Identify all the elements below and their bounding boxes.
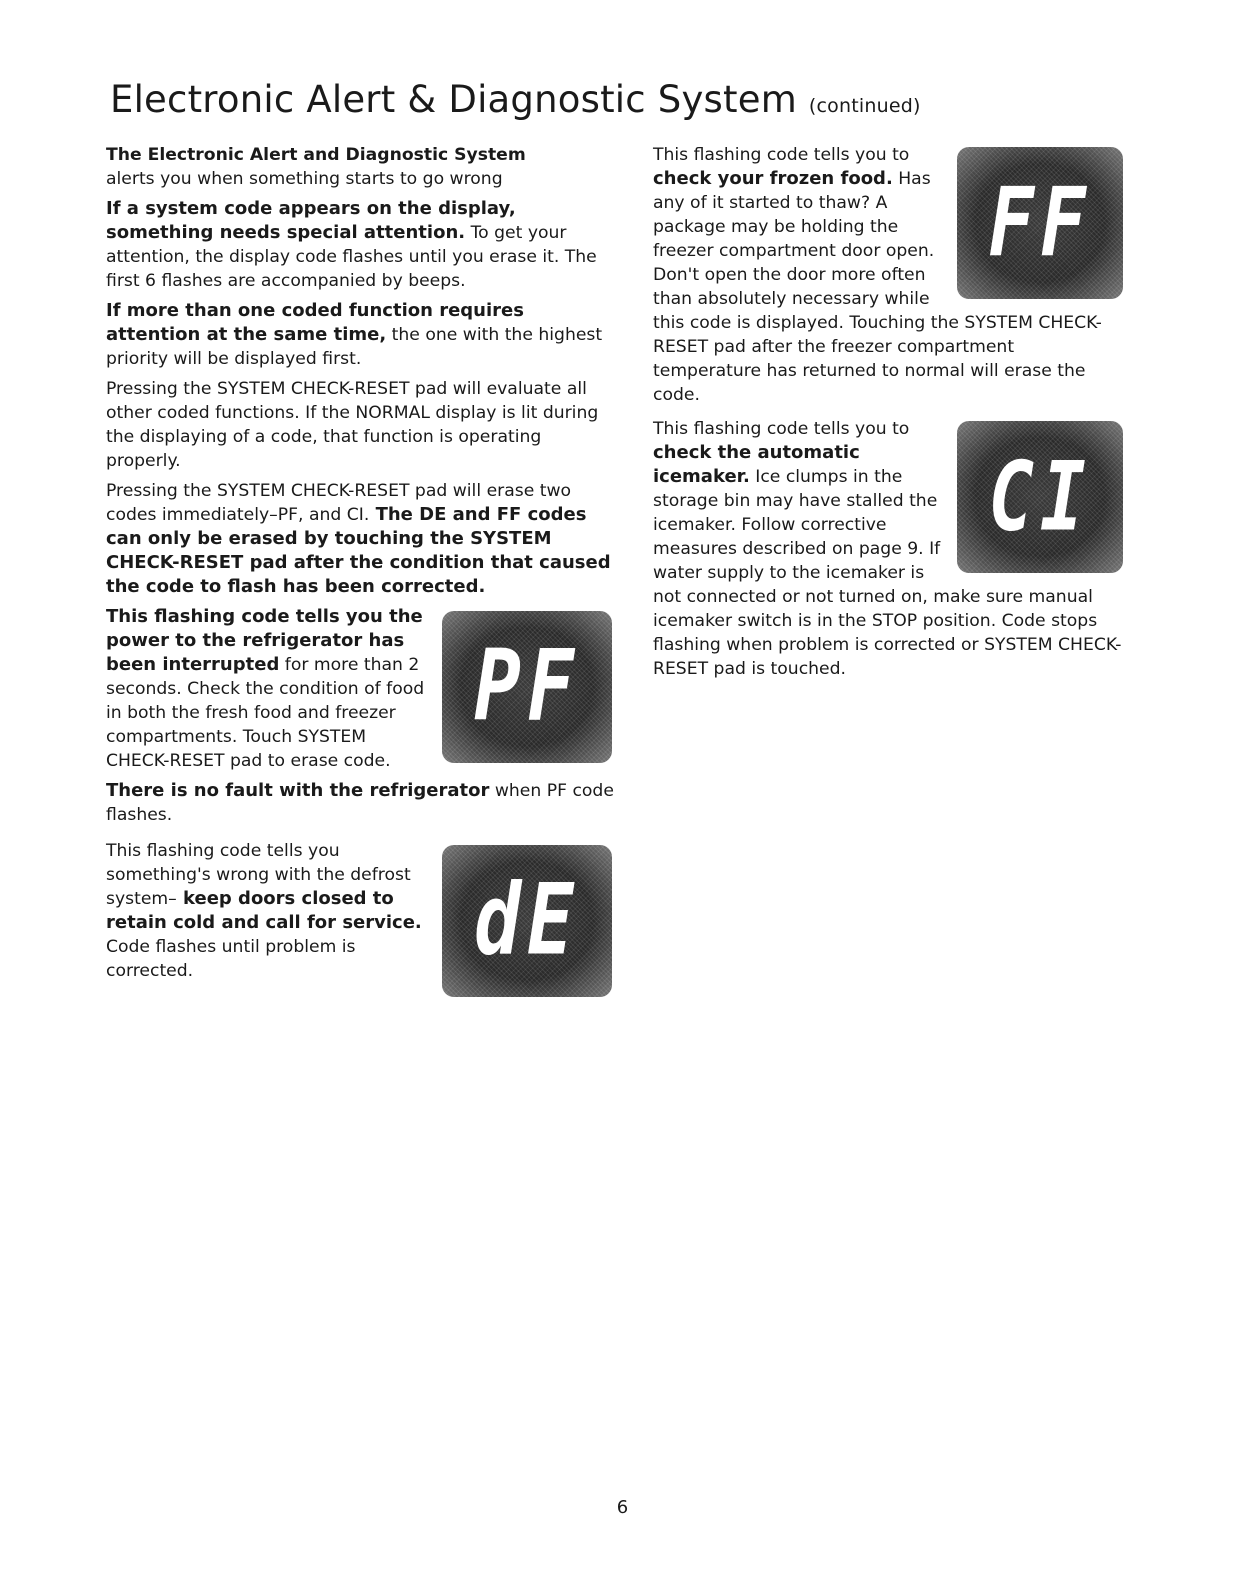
de-text-1: This flashing code tells you something's wrong with the defrost system– (106, 841, 411, 909)
title-text: Electronic Alert & Diagnostic System (110, 78, 797, 121)
ff-bold: check your frozen food. (653, 168, 893, 189)
erase-bold: The DE and FF codes can only be erased by touching the SYSTEM CHECK-RESET pad after the condition that caused the code to flash has been corrected. (106, 504, 611, 597)
priority-text: the one with the highest priority will be displayed first. (106, 325, 603, 369)
no-fault-paragraph (106, 779, 616, 827)
title-continued: (continued) (808, 95, 921, 117)
ff-display-image (957, 147, 1123, 299)
system-code-bold: If a system code appears on the display, something needs special attention. (106, 198, 516, 243)
pf-section (106, 605, 616, 779)
de-section (106, 839, 616, 997)
intro-text: alerts you when something starts to go wrong (106, 169, 503, 189)
evaluate-paragraph: Pressing the SYSTEM CHECK-RESET pad will evaluate all other coded functions. If the NORMAL display is lit during the displaying of a code, that function is operating properly. (106, 379, 599, 471)
priority-paragraph (106, 299, 616, 371)
page-title (110, 78, 921, 121)
erase-paragraph (106, 479, 616, 599)
intro-bold: The Electronic Alert and Diagnostic System (106, 145, 526, 165)
ff-text-1: This flashing code tells you to (653, 145, 910, 165)
intro-paragraph (106, 143, 616, 191)
de-code-text: dE (474, 864, 580, 978)
ci-display-image (957, 421, 1123, 573)
ci-code-text: CI (988, 440, 1092, 552)
ci-section (653, 417, 1123, 681)
ci-bold: check the automatic icemaker. (653, 442, 860, 487)
left-column (106, 143, 616, 997)
de-display-image (442, 845, 612, 997)
right-column (653, 143, 1123, 687)
pf-display-image (442, 611, 612, 763)
de-bold: keep doors closed to retain cold and call for service. (106, 888, 422, 933)
system-code-paragraph (106, 197, 616, 293)
pf-bold: This flashing code tells you the power to the refrigerator has been interrupted (106, 606, 423, 675)
ci-text-1: This flashing code tells you to (653, 419, 910, 439)
pf-text: for more than 2 seconds. Check the condition of food in both the fresh food and freezer compartments. Touch SYSTEM CHECK-RESET pad to erase code. (106, 655, 425, 771)
de-text-2: Code flashes until problem is corrected. (106, 937, 356, 981)
no-fault-text: when PF code flashes. (106, 781, 614, 825)
erase-text: Pressing the SYSTEM CHECK-RESET pad will erase two codes immediately–PF, and CI. (106, 481, 572, 525)
priority-bold: If more than one coded function requires attention at the same time, (106, 300, 524, 345)
ff-code-text: FF (988, 166, 1092, 278)
ff-section (653, 143, 1123, 407)
ff-text-2: Has any of it started to thaw? A package may be holding the freezer compartment door open. Don't open the door more often than absolutely necessary while this code is displayed. Touching the SYSTEM CHECK-RESET pad after the freezer compartment temperature has returned to normal will erase the code. (653, 169, 1102, 405)
page-number: 6 (616, 1497, 629, 1518)
system-code-text: To get your attention, the display code flashes until you erase it. The first 6 flashes are accompanied by beeps. (106, 223, 597, 291)
ci-text-2: Ice clumps in the storage bin may have stalled the icemaker. Follow corrective measures described on page 9. If water supply to the icemaker is not connected or not turned on, make sure manual icemaker switch is in the STOP position. Code stops flashing when problem is corrected or SYSTEM CHECK-RESET pad is touched. (653, 467, 1122, 679)
pf-code-text: PF (474, 630, 580, 744)
no-fault-bold: There is no fault with the refrigerator (106, 780, 490, 801)
